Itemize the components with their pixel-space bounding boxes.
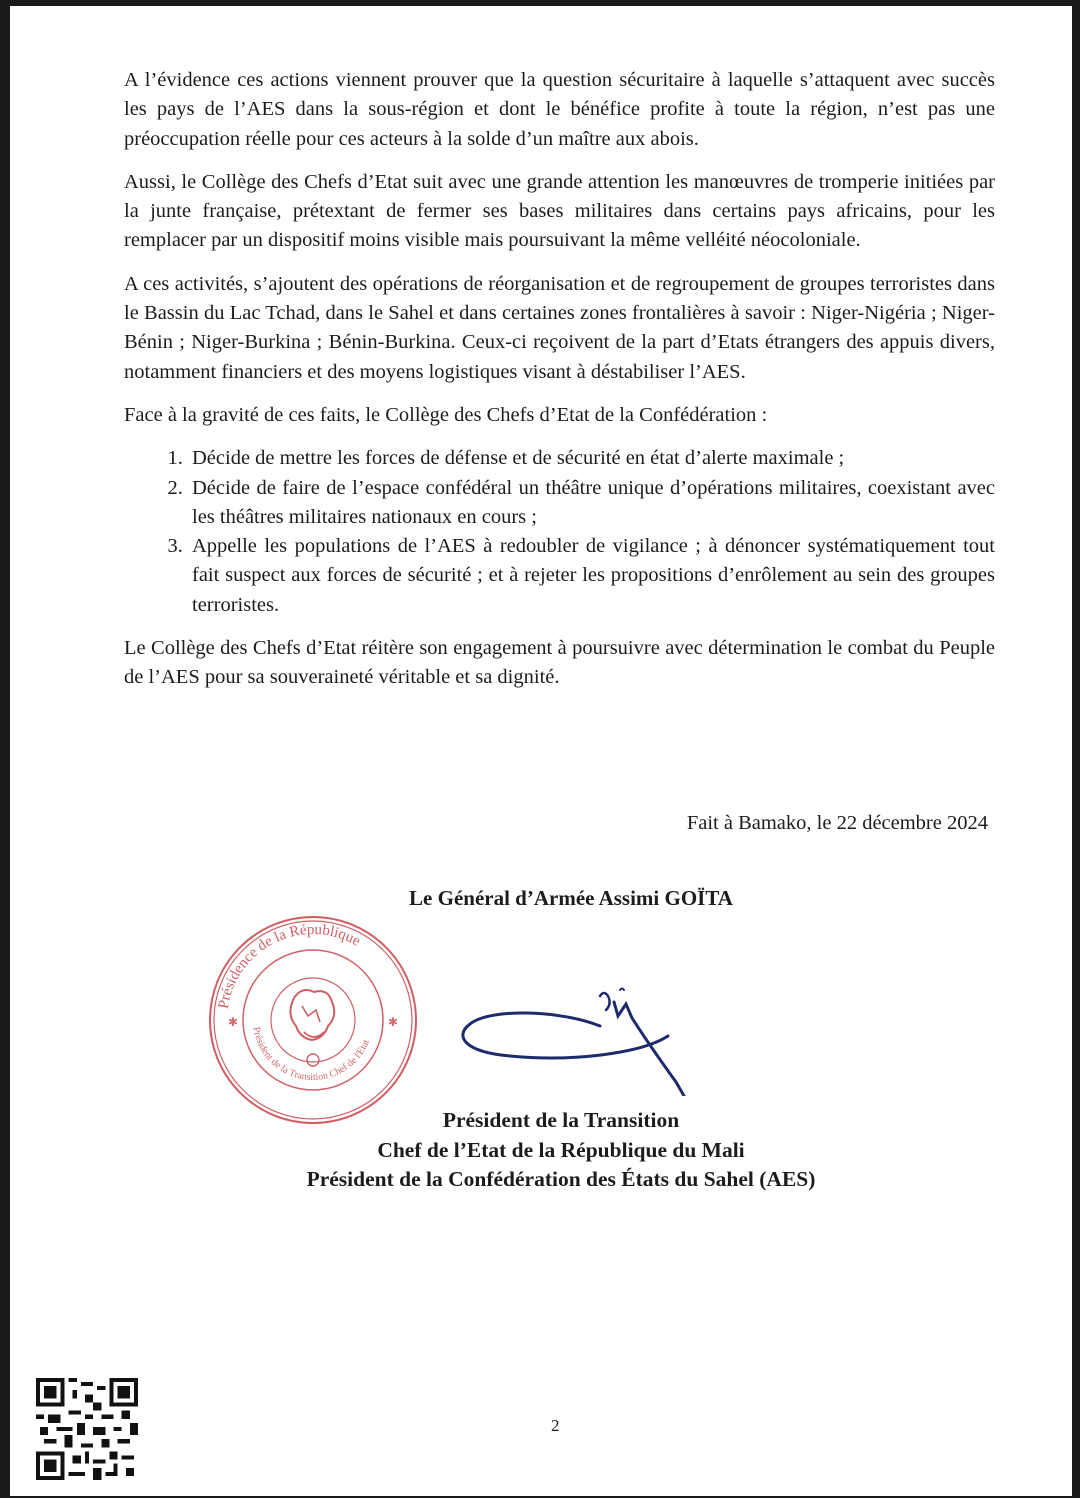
official-stamp [206, 914, 420, 1126]
handwritten-signature [450, 976, 720, 1096]
svg-text:✱: ✱ [228, 1015, 239, 1029]
document-body [124, 66, 995, 707]
qr-code [36, 1378, 138, 1480]
title-line-3: Président de la Confédération des États du Sahel (AES) [306, 1167, 816, 1191]
decision-item: 2. Décide de faire de l’espace confédéral un théâtre unique d’opérations militaires, coexistant avec les théâtres militaires nationaux en cours ; [188, 474, 995, 533]
title-line-2: Chef de l’Etat de la République du Mali [377, 1137, 745, 1162]
paragraph-1: A l’évidence ces actions viennent prouver que la question sécuritaire à laquelle s’attaquent avec succès les pays de l’AES dans la sous-région et dont le bénéfice profite à toute la région, n’est pas une préoccupation réelle pour ces acteurs à la solde d’un maître aux abois. [124, 69, 995, 150]
page-number: 2 [551, 1416, 560, 1435]
decision-item: 3. Appelle les populations de l’AES à redoubler de vigilance ; à dénoncer systématiquement tout fait suspect aux forces de sécurité ; et à rejeter les propositions d’enrôlement au sein des groupes terroristes. [188, 532, 995, 620]
signatory-name [10, 886, 1072, 911]
title-line-1: Président de la Transition [442, 1108, 680, 1132]
place-date: Fait à Bamako, le 22 décembre 2024 [686, 812, 988, 834]
decisions-list [124, 444, 995, 620]
decision-item: 1. Décide de mettre les forces de défense et de sécurité en état d’alerte maximale ; [188, 444, 995, 473]
svg-text:✱: ✱ [388, 1015, 399, 1029]
paragraph-2: Aussi, le Collège des Chefs d’Etat suit avec une grande attention les manœuvres de tromperie initiées par la junte française, prétextant de fermer ses bases militaires dans certains pays africains, pour les remplacer par un dispositif moins visible mais poursuivant la même velléité néocoloniale. [124, 170, 995, 252]
stamp-outer-text: Présidence de la République [215, 921, 363, 1010]
document-page [10, 6, 1072, 1496]
signatory-titles [10, 1106, 1072, 1195]
paragraph-4: Face à la gravité de ces faits, le Collège des Chefs d’Etat de la Confédération : [124, 403, 768, 426]
signatory-name-text: Le Général d’Armée Assimi GOÏTA [409, 886, 733, 910]
paragraph-3: A ces activités, s’ajoutent des opérations de réorganisation et de regroupement de groupes terroristes dans le Bassin du Lac Tchad, dans le Sahel et dans certaines zones frontalières à savoir : Niger-Nigéria ; Niger-Bénin ; Niger-Burkina ; Bénin-Burkina. Ceux-ci reçoivent de la part d’Etats étrangers des appuis divers, notamment financiers et des moyens logistiques visant à déstabiliser l’AES. [124, 272, 995, 383]
stamp-inner-text: Président de la Transition Chef de l'Etat [250, 1026, 373, 1084]
paragraph-5: Le Collège des Chefs d’Etat réitère son engagement à poursuivre avec détermination le combat du Peuple de l’AES pour sa souveraineté véritable et sa dignité. [124, 637, 995, 689]
